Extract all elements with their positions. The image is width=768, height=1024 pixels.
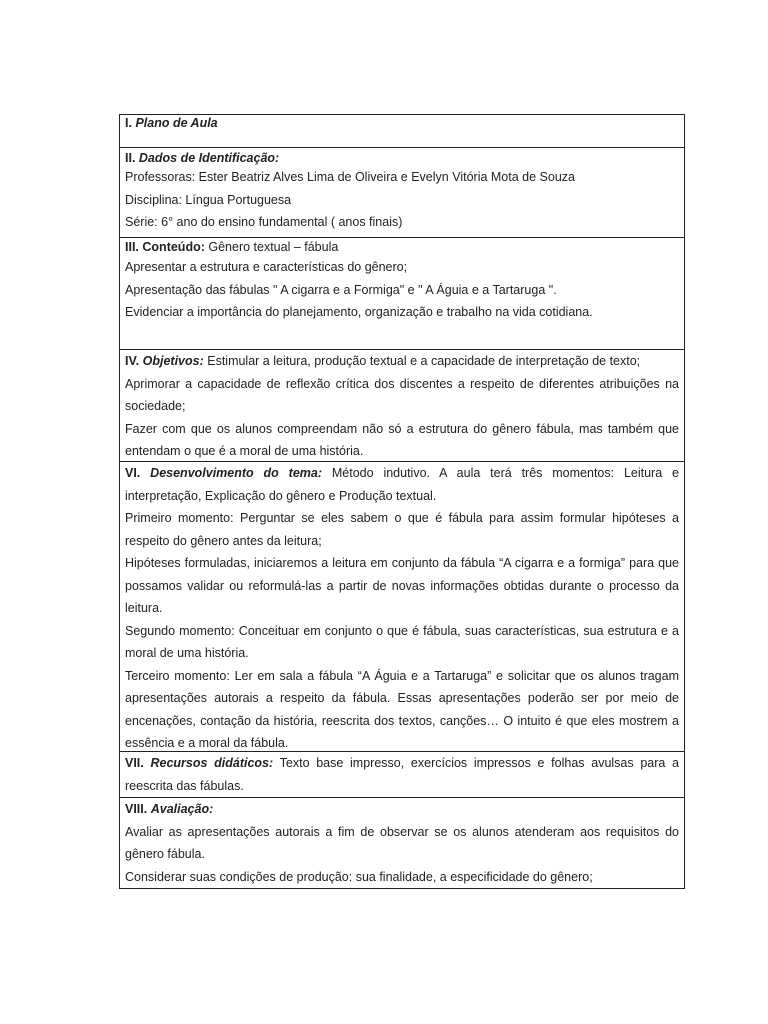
text-line: moral de uma história. — [125, 646, 249, 660]
section-number: VI. — [125, 466, 141, 480]
section-first-text: Texto base impresso, exercícios impressos e folhas avulsas para a — [279, 756, 679, 770]
section-title: Conteúdo: — [142, 240, 205, 254]
text-line: leitura. — [125, 601, 163, 615]
section-title: Desenvolvimento do tema: — [150, 466, 323, 480]
text-line: Terceiro momento: Ler em sala a fábula “A Águia e a Tartaruga” e solicitar que os alunos tragam — [125, 668, 679, 683]
text-line: gênero fábula. — [125, 847, 205, 861]
text-line: Apresentar a estrutura e características do gênero; — [125, 260, 408, 274]
section-desenvolvimento — [120, 462, 684, 752]
text-line: interpretação, Explicação do gênero e Produção textual. — [125, 488, 437, 503]
text-line: Aprimorar a capacidade de reflexão crítica dos discentes a respeito de diferentes atribuições na — [125, 376, 679, 391]
section-number: VIII. — [125, 802, 148, 816]
professoras-line: Professoras: Ester Beatriz Alves Lima de Oliveira e Evelyn Vitória Mota de Souza — [125, 170, 575, 184]
text-line: essência e a moral da fábula. — [125, 736, 289, 750]
text-line: Apresentação das fábulas " A cigarra e a Formiga" e " A Águia e a Tartaruga ". — [125, 282, 557, 297]
text-line: sociedade; — [125, 399, 186, 413]
section-first-text: Gênero textual – fábula — [208, 240, 339, 254]
section-conteudo — [120, 238, 684, 350]
section-heading — [125, 752, 679, 775]
text-line: Avaliar as apresentações autorais a fim de observar se os alunos atenderam aos requisitos do — [125, 824, 679, 839]
section-objetivos — [120, 350, 684, 462]
section-number: II. — [125, 151, 136, 165]
section-number: IV. — [125, 354, 140, 368]
section-number: VII. — [125, 756, 144, 770]
section-recursos — [120, 752, 684, 798]
section-first-text: Método indutivo. A aula terá três momentos: Leitura e — [331, 466, 679, 480]
text-line: entendam o que é a moral de uma história. — [125, 444, 364, 458]
disciplina-line: Disciplina: Língua Portuguesa — [125, 192, 292, 207]
text-line: apresentações autorais a respeito da fábula. Essas apresentações poderão ser por meio de — [125, 691, 679, 705]
section-number: I. — [125, 116, 132, 130]
section-number: III. — [125, 240, 139, 254]
section-heading — [125, 238, 679, 256]
text-line: possamos validar ou reformulá-las a partir de novas informações obtidas durante o processo da — [125, 578, 679, 593]
text-line: reescrita das fábulas. — [125, 778, 244, 793]
section-title: Objetivos: — [142, 354, 204, 368]
section-title: Avaliação: — [150, 802, 214, 816]
text-line: Hipóteses formuladas, iniciaremos a leitura em conjunto da fábula “A cigarra e a formiga” para que — [125, 556, 679, 570]
serie-line: Série: 6° ano do ensino fundamental ( anos finais) — [125, 215, 403, 229]
section-heading — [125, 148, 679, 166]
text-line: Segundo momento: Conceituar em conjunto o que é fábula, suas características, sua estrutura e a — [125, 623, 679, 638]
section-avaliacao — [120, 798, 684, 888]
section-title: Plano de Aula — [135, 116, 218, 130]
section-plano-de-aula — [120, 115, 684, 148]
text-line: Primeiro momento: Perguntar se eles sabem o que é fábula para assim formular hipóteses a — [125, 511, 679, 525]
text-line: Fazer com que os alunos compreendam não só a estrutura do gênero fábula, mas também que — [125, 421, 679, 436]
text-line: respeito do gênero antes da leitura; — [125, 533, 322, 548]
section-title: Dados de Identificação: — [138, 151, 280, 165]
text-line: Considerar suas condições de produção: sua finalidade, a especificidade do gênero; — [125, 869, 593, 884]
section-title: Recursos didáticos: — [150, 756, 274, 770]
section-first-text: Estimular a leitura, produção textual e a capacidade de interpretação de texto; — [207, 354, 641, 368]
section-dados-identificacao — [120, 148, 684, 238]
text-line: encenações, contação da história, reescrita dos textos, canções… O intuito é que eles mostrem a — [125, 713, 679, 728]
section-heading — [125, 798, 679, 821]
section-heading — [125, 462, 679, 485]
text-line: Evidenciar a importância do planejamento, organização e trabalho na vida cotidiana. — [125, 305, 593, 319]
lesson-plan-table — [119, 114, 685, 889]
section-heading — [125, 115, 679, 131]
section-heading — [125, 350, 679, 373]
